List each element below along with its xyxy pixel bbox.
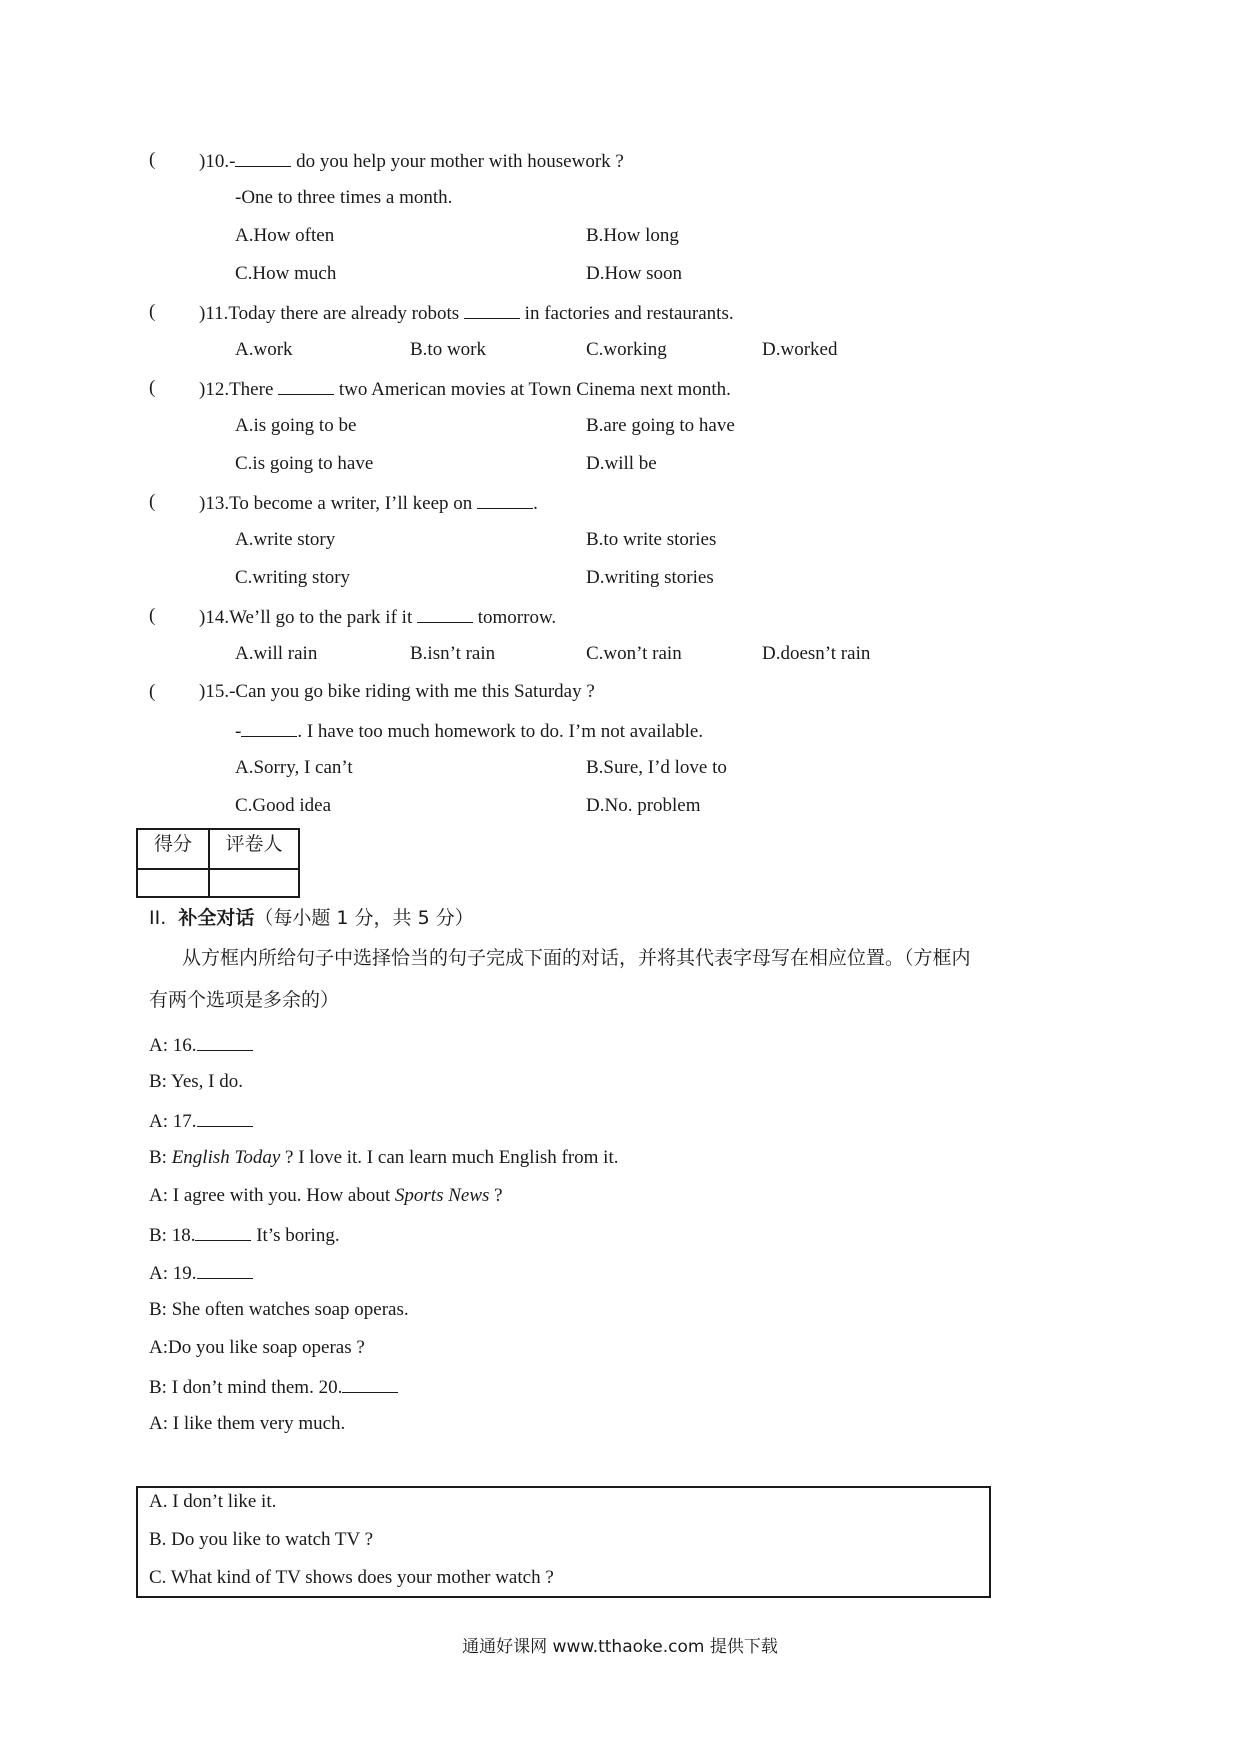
- dialogue-text: ? I love it. I can learn much English from it.: [280, 1147, 619, 1168]
- dialogue-line-4: [149, 1146, 619, 1170]
- option-15-d: D.No. problem: [586, 795, 701, 816]
- option-12-d: D.will be: [586, 453, 657, 474]
- dialogue-text: ?: [489, 1185, 503, 1206]
- blank: [278, 376, 334, 395]
- blank: [417, 604, 473, 623]
- question-13: [199, 490, 538, 516]
- dialogue-line-3: [149, 1108, 253, 1134]
- question-number: )13.: [199, 493, 230, 514]
- option-12-a: A.is going to be: [235, 415, 357, 436]
- dialogue-text: A: I agree with you. How about: [149, 1185, 395, 1206]
- option-14-a: A.will rain: [235, 643, 318, 664]
- option-13-b: B.to write stories: [586, 529, 717, 550]
- section-instruction-2: 有两个选项是多余的）: [149, 989, 340, 1011]
- question-stem: do you help your mother with housework ?: [291, 151, 624, 172]
- dialogue-text: B: 18.: [149, 1225, 196, 1246]
- answer-line-15: [235, 718, 703, 744]
- score-cell: [137, 869, 209, 897]
- section-instruction-1: 从方框内所给句子中选择恰当的句子完成下面的对话，并将其代表字母写在相应位置。（方框内: [182, 947, 971, 969]
- blank: [197, 1032, 253, 1051]
- question-10: [199, 148, 624, 174]
- page-footer: 通通好课网 www.tthaoke.com 提供下载: [462, 1637, 778, 1657]
- blank: [197, 1260, 253, 1279]
- question-number: )11.: [199, 303, 229, 324]
- dialogue-line-8: B: She often watches soap operas.: [149, 1299, 409, 1320]
- dialogue-text: It’s boring.: [251, 1225, 340, 1246]
- option-11-c: C.working: [586, 339, 667, 360]
- question-12: [199, 376, 731, 402]
- dialogue-line-2: B: Yes, I do.: [149, 1071, 243, 1092]
- option-10-b: B.How long: [586, 225, 679, 246]
- option-13-d: D.writing stories: [586, 567, 714, 588]
- answer-paren-11: (: [149, 301, 156, 322]
- option-15-c: C.Good idea: [235, 795, 332, 816]
- dialogue-text: A: 16.: [149, 1035, 197, 1056]
- dialogue-line-9: A:Do you like soap operas ?: [149, 1337, 365, 1358]
- answer-paren-10: (: [149, 149, 156, 170]
- dialogue-line-11: A: I like them very much.: [149, 1413, 346, 1434]
- option-10-d: D.How soon: [586, 263, 683, 284]
- question-15: [199, 680, 595, 704]
- blank: [464, 300, 520, 319]
- dialogue-line-10: [149, 1374, 398, 1400]
- option-12-b: B.are going to have: [586, 415, 735, 436]
- option-10-a: A.How often: [235, 225, 335, 246]
- dialogue-line-7: [149, 1260, 253, 1286]
- section-title: 补全对话: [178, 907, 255, 929]
- option-12-c: C.is going to have: [235, 453, 374, 474]
- option-box-b: B. Do you like to watch TV ?: [149, 1529, 374, 1550]
- blank: [235, 148, 291, 167]
- option-box-a: A. I don’t like it.: [149, 1491, 277, 1512]
- blank: [197, 1108, 253, 1127]
- blank: [241, 718, 297, 737]
- question-stem-before: Today there are already robots: [228, 303, 464, 324]
- option-13-a: A.write story: [235, 529, 336, 550]
- section-2-heading: [149, 906, 474, 930]
- score-header: 得分: [137, 829, 209, 869]
- dialogue-line-1: [149, 1032, 253, 1058]
- blank: [342, 1374, 398, 1393]
- question-stem-after: in factories and restaurants.: [519, 303, 734, 324]
- option-13-c: C.writing story: [235, 567, 351, 588]
- option-11-a: A.work: [235, 339, 293, 360]
- question-stem-after: tomorrow.: [472, 607, 557, 628]
- answer-prefix: -: [235, 721, 242, 742]
- answer-paren-14: (: [149, 605, 156, 626]
- question-stem: -Can you go bike riding with me this Saturday ?: [229, 681, 595, 702]
- option-box-c: C. What kind of TV shows does your mother watch ?: [149, 1567, 554, 1588]
- question-stem-before: We’ll go to the park if it: [229, 607, 417, 628]
- question-number: )15.: [199, 681, 230, 702]
- question-number: )10.-: [199, 151, 236, 172]
- option-15-a: A.Sorry, I can’t: [235, 757, 353, 778]
- option-14-b: B.isn’t rain: [410, 643, 496, 664]
- show-title: English Today: [171, 1147, 281, 1168]
- option-11-b: B.to work: [410, 339, 486, 360]
- question-stem-before: There: [229, 379, 279, 400]
- option-14-d: D.doesn’t rain: [762, 643, 871, 664]
- option-15-b: B.Sure, I’d love to: [586, 757, 727, 778]
- answer-line-10: -One to three times a month.: [235, 187, 453, 208]
- question-stem-before: To become a writer, I’ll keep on: [229, 493, 478, 514]
- answer-paren-13: (: [149, 491, 156, 512]
- answer-paren-12: (: [149, 377, 156, 398]
- grader-header: 评卷人: [209, 829, 299, 869]
- answer-rest: . I have too much homework to do. I’m not available.: [297, 721, 704, 742]
- dialogue-line-5: [149, 1184, 503, 1208]
- show-title: Sports News: [394, 1185, 490, 1206]
- dialogue-line-6: [149, 1222, 340, 1248]
- question-stem-after: two American movies at Town Cinema next month.: [334, 379, 731, 400]
- blank: [195, 1222, 251, 1241]
- question-14: [199, 604, 556, 630]
- blank: [477, 490, 533, 509]
- option-11-d: D.worked: [762, 339, 838, 360]
- section-points: （每小题 1 分，共 5 分）: [254, 907, 474, 929]
- dialogue-text: B: I don’t mind them. 20.: [149, 1377, 343, 1398]
- score-table: [136, 828, 300, 898]
- option-14-c: C.won’t rain: [586, 643, 682, 664]
- question-number: )14.: [199, 607, 230, 628]
- dialogue-text: B:: [149, 1147, 172, 1168]
- dialogue-text: A: 19.: [149, 1263, 197, 1284]
- answer-paren-15: (: [149, 681, 156, 702]
- grader-cell: [209, 869, 299, 897]
- option-10-c: C.How much: [235, 263, 337, 284]
- question-number: )12.: [199, 379, 230, 400]
- dialogue-text: A: 17.: [149, 1111, 197, 1132]
- section-numeral: II.: [149, 907, 167, 929]
- question-11: [199, 300, 734, 326]
- question-stem-after: .: [533, 493, 538, 514]
